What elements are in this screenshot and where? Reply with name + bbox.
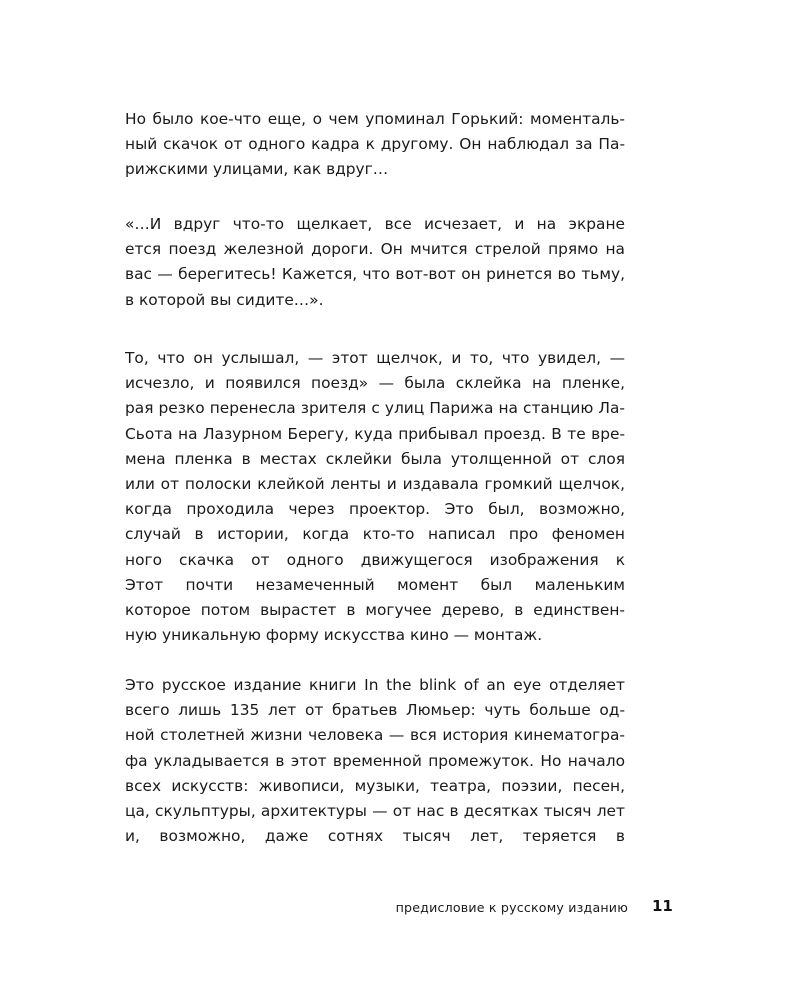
text-line: случай в истории, когда кто-то написал про феномен [125, 525, 625, 544]
paragraph-3 [125, 346, 625, 648]
text-line: вас — берегитесь! Кажется, что вот-вот он ринется во тьму, [125, 265, 625, 284]
text-line: «…И вдруг что-то щелкает, все исчезает, и на экране [125, 215, 625, 233]
text-line: или от полоски клейкой ленты и издавала громкий щелчок, [125, 474, 625, 493]
page-number: 11 [652, 897, 673, 915]
text-line: Но было кое-что еще, о чем упоминал Горький: моменталь- [125, 110, 625, 128]
text-line: которое потом вырастет в могучее дерево, в единствен- [125, 600, 625, 619]
text-line: исчезло, и появился поезд» — была склейка на пленке, [125, 374, 625, 393]
paragraph-1 [125, 107, 625, 183]
running-head: предисловие к русскому изданию [395, 900, 628, 915]
text-line: То, что он услышал, — этот щелчок, и то, что увидел, — [125, 349, 625, 367]
text-line: рая резко перенесла зрителя с улиц Парижа на станцию Ла- [125, 399, 625, 418]
text-line: мена пленка в местах склейки была утолщенной от слоя [125, 449, 625, 468]
text-line: в которой вы сидите…». [125, 290, 324, 309]
page-footer [0, 897, 800, 919]
text-line: фа укладывается в этот временной промежуток. Но начало [125, 751, 625, 770]
text-line: и, возможно, даже сотнях тысяч лет, теряется в [125, 827, 625, 846]
text-line: всего лишь 135 лет от братьев Люмьер: чуть больше од- [125, 701, 625, 720]
text-line: ную уникальную форму искусства кино — монтаж. [125, 626, 543, 645]
text-line: Сьота на Лазурном Берегу, куда прибывал проезд. В те вре- [125, 424, 625, 443]
text-line: всех искусств: живописи, музыки, театра, поэзии, песен, [125, 776, 625, 795]
text-line: Это русское издание книги In the blink of an eye отделяет [125, 676, 625, 694]
text-line: ца, скульптуры, архитектуры — от нас в десятках тысяч лет [125, 801, 625, 820]
text-line: ный скачок от одного кадра к другому. Он наблюдал за Па- [125, 135, 625, 154]
text-line: Этот почти незамеченный момент был маленьким [125, 575, 625, 594]
text-line: ется поезд железной дороги. Он мчится стрелой прямо на [125, 240, 625, 259]
text-line: ной столетней жизни человека — вся история кинематогра- [125, 726, 625, 745]
paragraph-4 [125, 673, 625, 849]
text-line: ного скачка от одного движущегося изображения к [125, 550, 625, 569]
text-line: когда проходила через проектор. Это был, возможно, [125, 500, 625, 519]
text-line: рижскими улицами, как вдруг… [125, 160, 389, 179]
paragraph-quote [125, 212, 625, 313]
